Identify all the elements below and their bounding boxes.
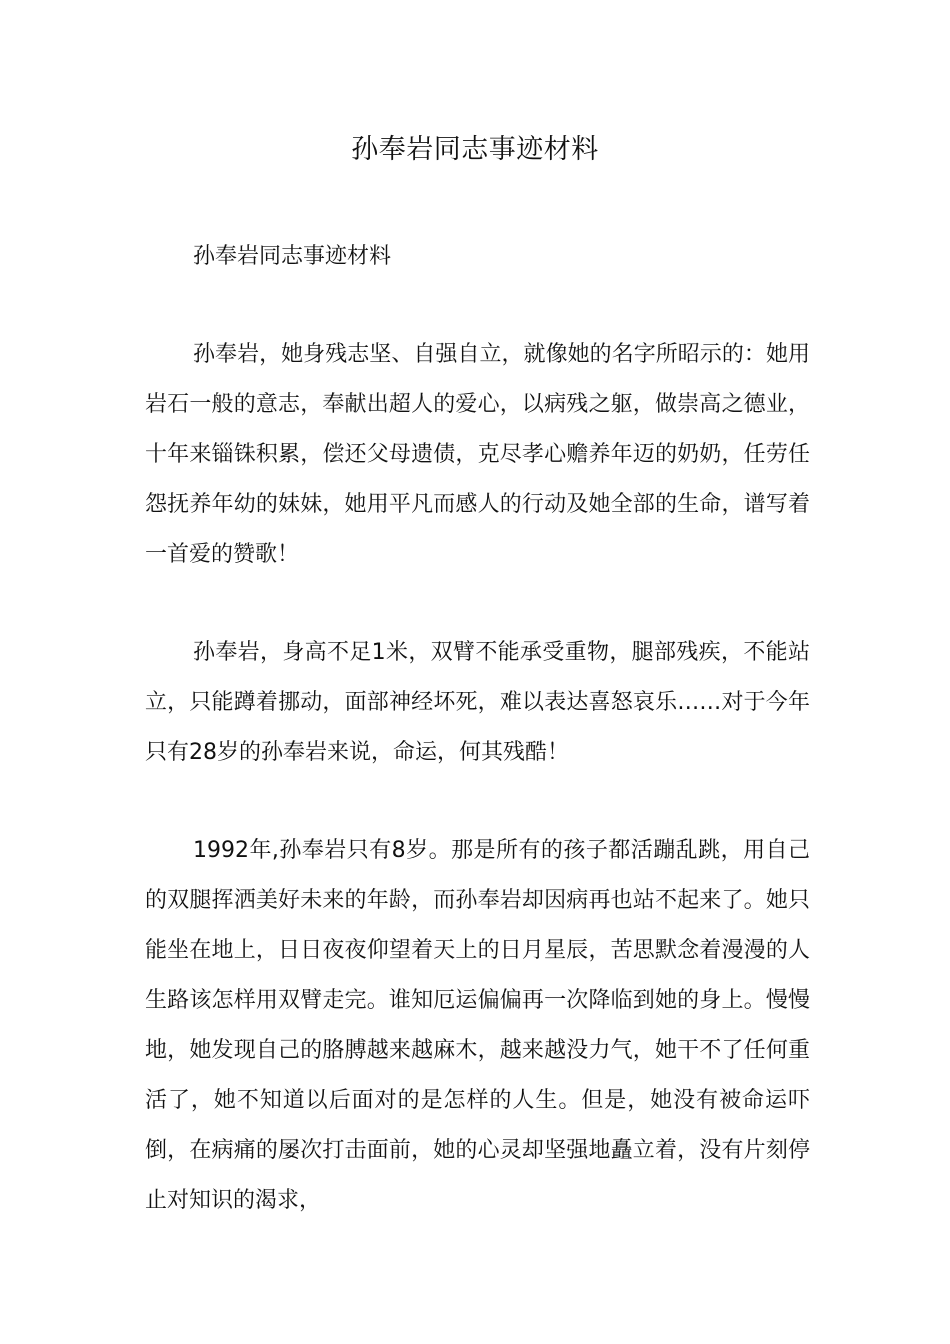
body-paragraph-2: 孙奉岩，身高不足1米，双臂不能承受重物，腿部残疾，不能站立，只能蹲着挪动，面部神经坏死，难以表达喜怒哀乐……对于今年只有28岁的孙奉岩来说，命运，何其残酷！ xyxy=(145,640,810,765)
subtitle-paragraph: 孙奉岩同志事迹材料 xyxy=(193,244,392,269)
document-body xyxy=(145,232,810,1226)
body-paragraph-3: 1992年,孙奉岩只有8岁。那是所有的孩子都活蹦乱跳，用自己的双腿挥洒美好未来的年龄，而孙奉岩却因病再也站不起来了。她只能坐在地上，日日夜夜仰望着天上的日月星辰，苦思默念着漫漫的人生路该怎样用双臂走完。谁知厄运偏偏再一次降临到她的身上。慢慢地，她发现自己的胳膊越来越麻木，越来越没力气，她干不了任何重活了，她不知道以后面对的是怎样的人生。但是，她没有被命运吓倒，在病痛的屡次打击面前，她的心灵却坚强地矗立着，没有片刻停止对知识的渴求， xyxy=(145,838,810,1213)
document-title: 孙奉岩同志事迹材料 xyxy=(351,134,599,165)
body-paragraph-1: 孙奉岩，她身残志坚、自强自立，就像她的名字所昭示的：她用岩石一般的意志，奉献出超人的爱心，以病残之躯，做崇高之德业，十年来锱铢积累，偿还父母遗债，克尽孝心赡养年迈的奶奶，任劳任怨抚养年幼的妹妹，她用平凡而感人的行动及她全部的生命，谱写着一首爱的赞歌！ xyxy=(145,342,810,567)
